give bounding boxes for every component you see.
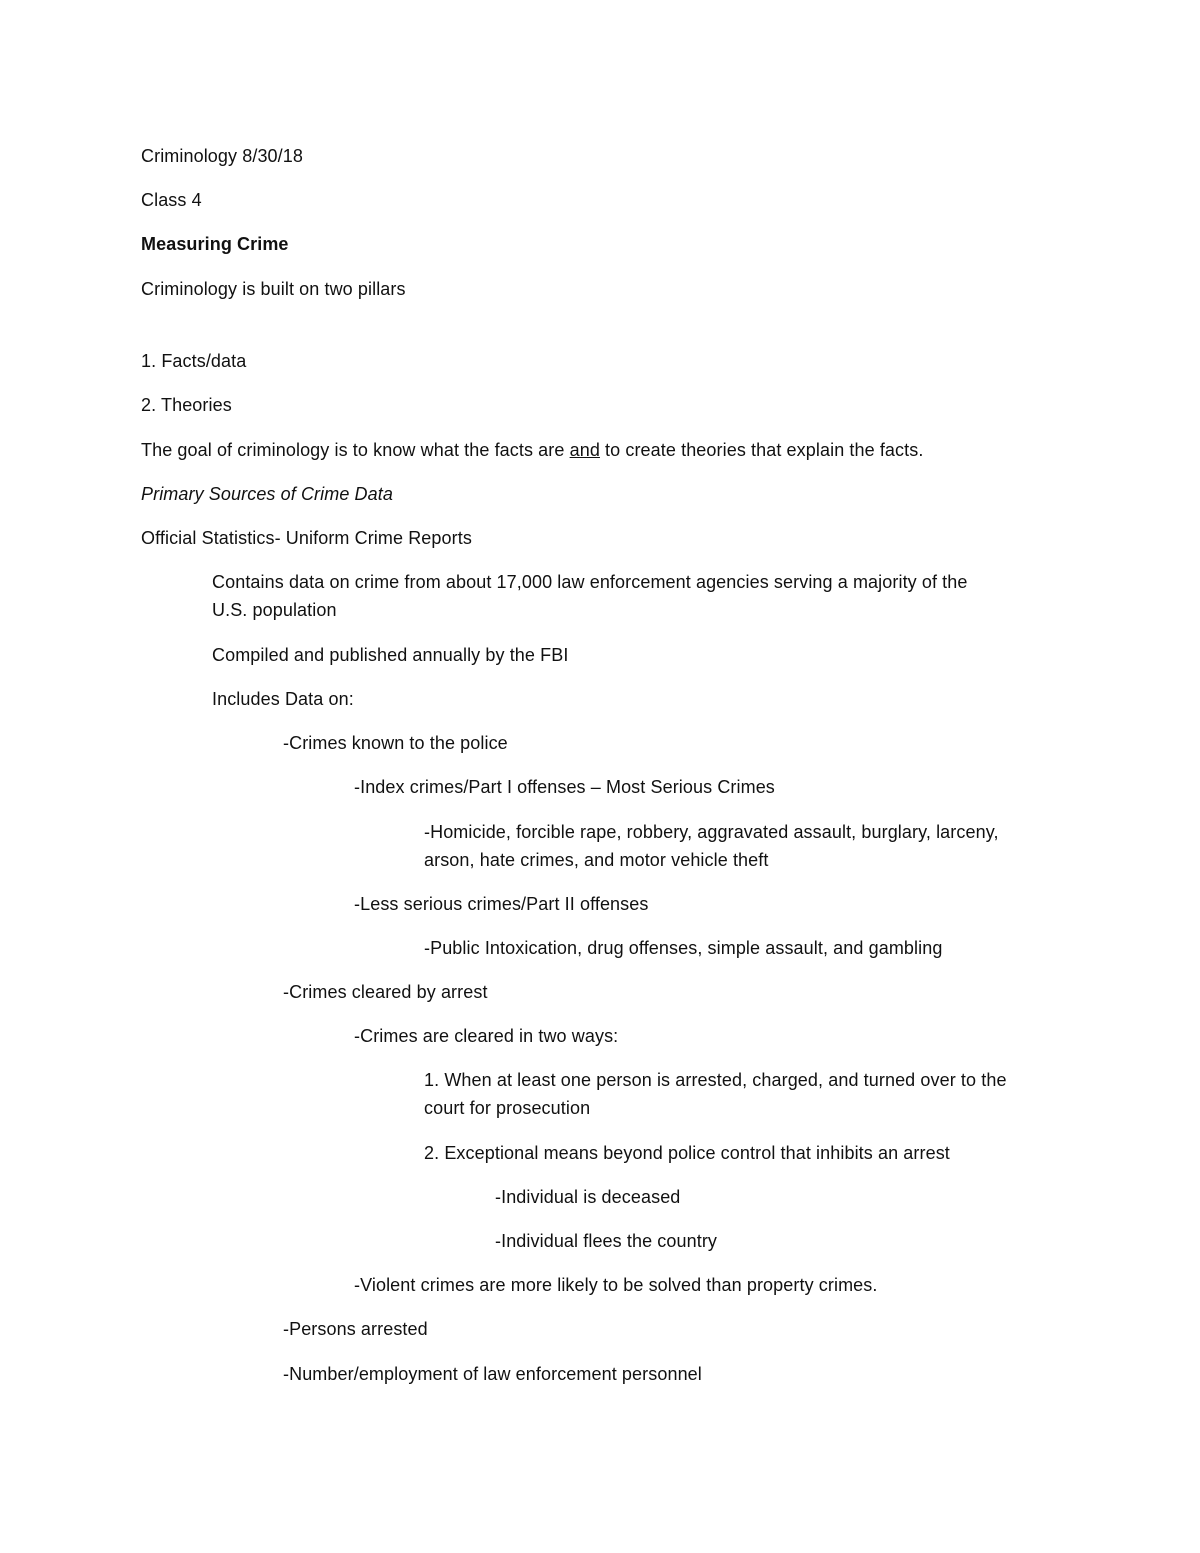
violent-crimes-note: -Violent crimes are more likely to be solved than property crimes. [354, 1275, 878, 1295]
ucr-contains-line-1: Contains data on crime from about 17,000 law enforcement agencies serving a majority of the [212, 572, 968, 592]
goal-sentence-part1: The goal of criminology is to know what the facts are [141, 440, 570, 460]
crimes-cleared-label: -Crimes cleared by arrest [283, 982, 488, 1002]
index-crimes-list-line-1: -Homicide, forcible rape, robbery, aggravated assault, burglary, larceny, [424, 822, 999, 842]
less-serious-label: -Less serious crimes/Part II offenses [354, 894, 649, 914]
law-enforcement-personnel: -Number/employment of law enforcement personnel [283, 1364, 702, 1384]
goal-sentence [141, 436, 923, 464]
index-crimes-list-line-2: arson, hate crimes, and motor vehicle theft [424, 850, 769, 870]
persons-arrested: -Persons arrested [283, 1319, 428, 1339]
official-statistics-heading: Official Statistics- Uniform Crime Reports [141, 528, 472, 548]
cleared-way-1-line-2: court for prosecution [424, 1098, 591, 1118]
crimes-known-label: -Crimes known to the police [283, 733, 508, 753]
class-label: Class 4 [141, 190, 202, 210]
index-crimes-label: -Index crimes/Part I offenses – Most Serious Crimes [354, 777, 775, 797]
exception-flees: -Individual flees the country [495, 1231, 718, 1251]
topic-heading: Measuring Crime [141, 234, 289, 254]
exception-deceased: -Individual is deceased [495, 1187, 681, 1207]
goal-sentence-emphasis: and [569, 440, 600, 460]
goal-sentence-part2: to create theories that explain the facts. [599, 440, 924, 460]
cleared-way-1-line-1: 1. When at least one person is arrested, charged, and turned over to the [424, 1070, 1007, 1090]
ucr-includes: Includes Data on: [212, 689, 354, 709]
ucr-contains-line-2: U.S. population [212, 600, 337, 620]
pillars-intro: Criminology is built on two pillars [141, 279, 406, 299]
sources-heading: Primary Sources of Crime Data [141, 484, 393, 504]
cleared-two-ways: -Crimes are cleared in two ways: [354, 1026, 619, 1046]
ucr-compiled: Compiled and published annually by the FBI [212, 645, 569, 665]
document-title-date: Criminology 8/30/18 [141, 146, 303, 166]
pillar-item-2: 2. Theories [141, 395, 232, 415]
less-serious-list: -Public Intoxication, drug offenses, simple assault, and gambling [424, 938, 943, 958]
cleared-way-2: 2. Exceptional means beyond police control that inhibits an arrest [424, 1143, 950, 1163]
pillar-item-1: 1. Facts/data [141, 351, 247, 371]
